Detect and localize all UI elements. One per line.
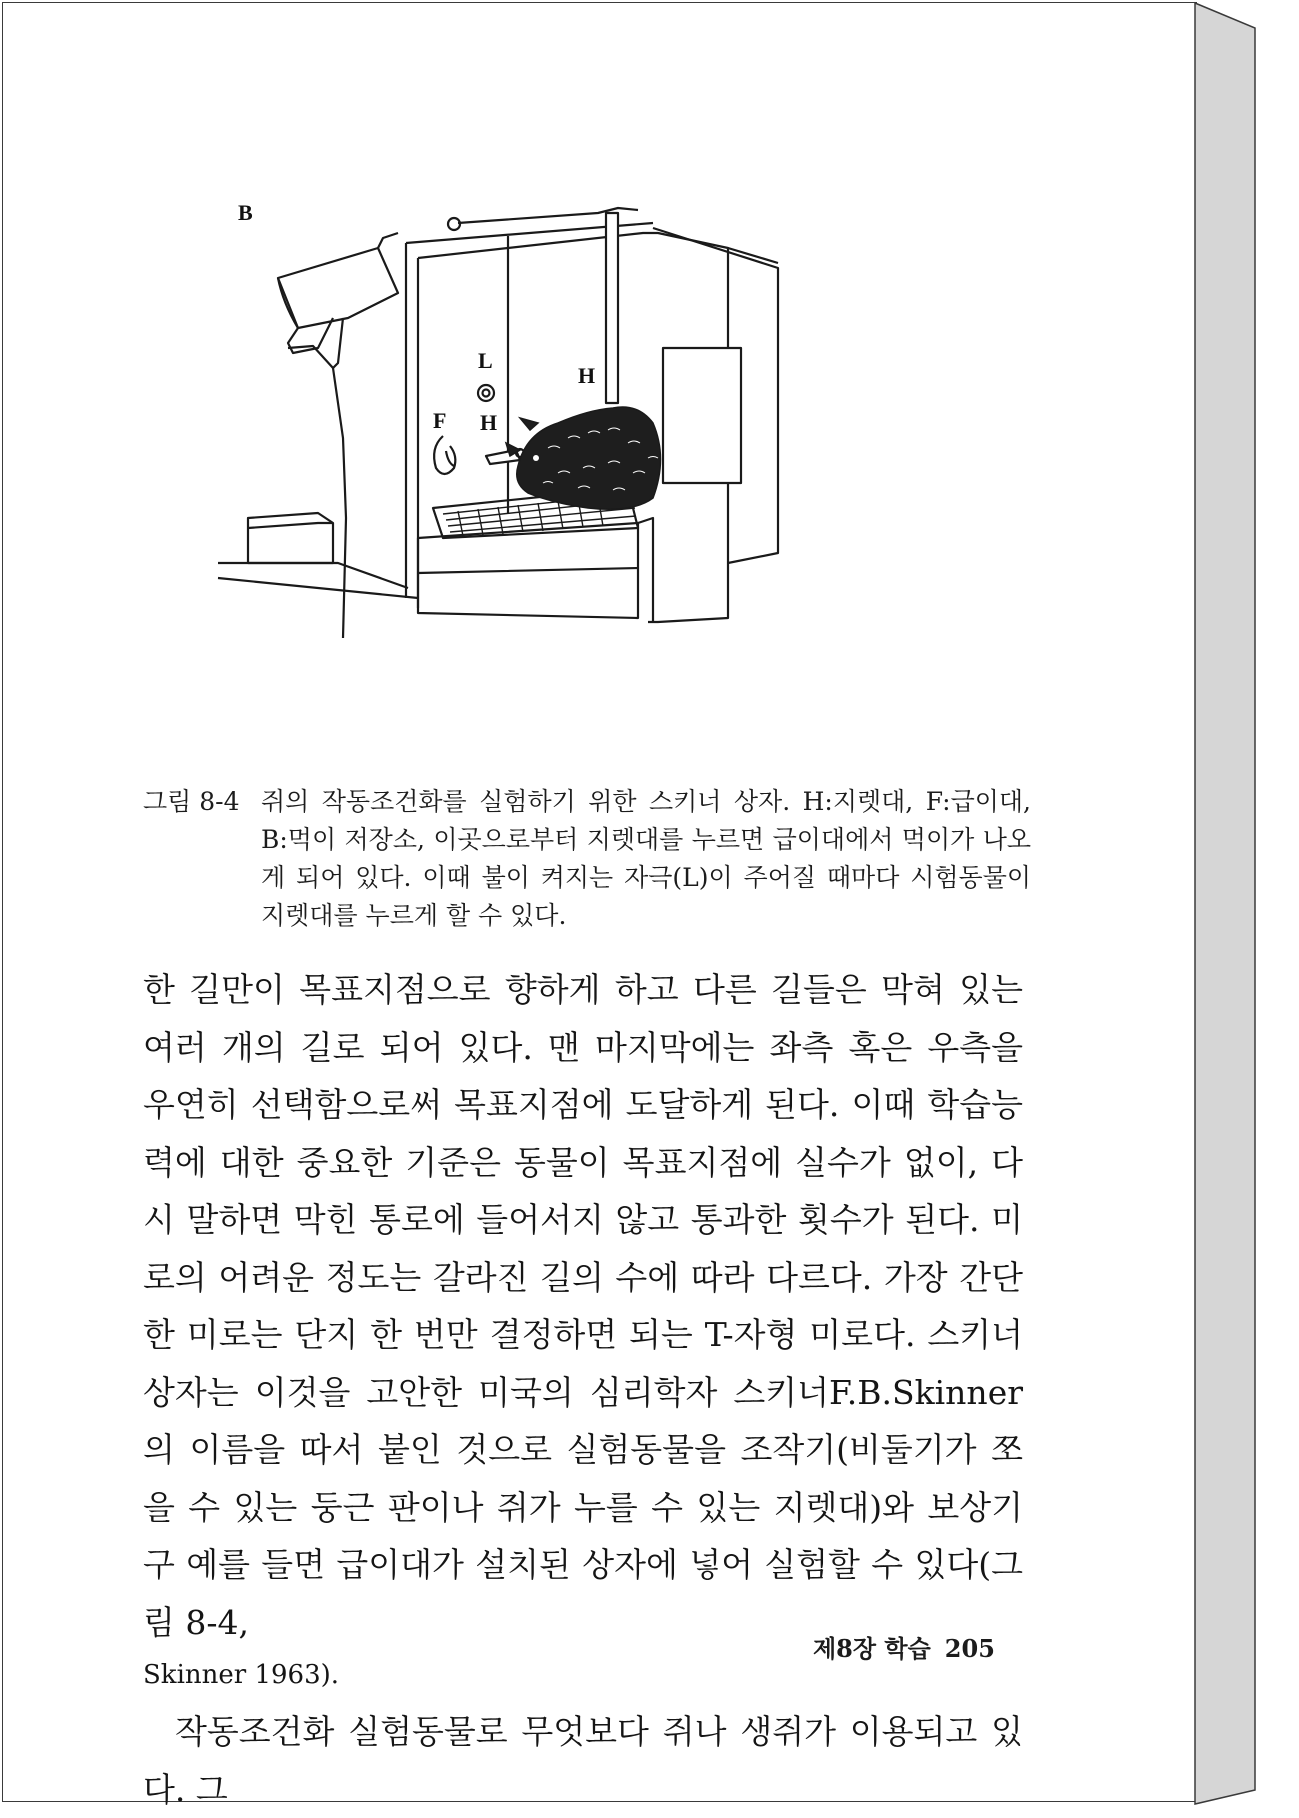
stimulus-light [478, 385, 494, 401]
paragraph: 한 길만이 목표지점으로 향하게 하고 다른 길들은 막혀 있는 여러 개의 길로 되어 있다. 맨 마지막에는 좌측 혹은 우측을 우연히 선택함으로써 목표지점에 도달하게 된다. 이때 학습능력에 대한 중요한 기준은 동물이 목표지점에 실수가 없이, 다시 말하면 막힌 통로에 들어서지 않고 통과한 횟수가 된다. 미로의 어려운 정도는 갈라진 길의 수에 따라 다르다. 가장 간단한 미로는 단지 한 번만 결정하면 되는 T-자형 미로다. 스키너 상자는 이것을 고안한 미국의 심리학자 스키너F.B.Skinner의 이름을 따서 붙인 것으로 실험동물을 조작기(비둘기가 쪼을 수 있는 둥근 판이나 쥐가 누를 수 있는 지렛대)와 보상기구 예를 들면 급이대가 설치된 상자에 넣어 실험할 수 있다(그림 8-4, [143, 970, 1023, 1642]
caption-label: 그림 8-4 [143, 787, 240, 816]
label-h-rod: H [578, 363, 596, 388]
body-text [143, 961, 1023, 1818]
skinner-box-illustration [238, 200, 918, 738]
rat-illustration [506, 407, 661, 509]
chapter-title: 제8장 학습 [813, 1634, 931, 1663]
page-stack-edge [1195, 0, 1299, 1806]
caption-text: 쥐의 작동조건화를 실험하기 위한 스키너 상자. H:지렛대, F:급이대, B:먹이 저장소, 이곳으로부터 지렛대를 누르면 급이대에서 먹이가 나오게 되어 있다. 이때 불이 켜지는 자극(L)이 주어질 때마다 시험동물이 지렛대를 누르게 할 수 있다. [261, 787, 1031, 930]
side-window [663, 348, 741, 483]
label-f: F [433, 408, 447, 433]
book-page [2, 2, 1197, 1809]
label-l: L [478, 348, 493, 373]
food-reservoir-hopper [278, 248, 398, 328]
support-column [288, 346, 346, 638]
page-footer [813, 1629, 995, 1664]
label-b: B [238, 200, 253, 225]
base-step [248, 513, 333, 563]
paragraph-citation-end: Skinner 1963). [143, 1660, 340, 1690]
feeder-cup [434, 436, 455, 474]
paragraph: 작동조건화 실험동물로 무엇보다 쥐나 생쥐가 이용되고 있다. 그 [143, 1712, 1023, 1809]
lever-rod [606, 213, 618, 403]
page-number: 205 [944, 1634, 995, 1663]
label-h-lever: H [480, 410, 498, 435]
